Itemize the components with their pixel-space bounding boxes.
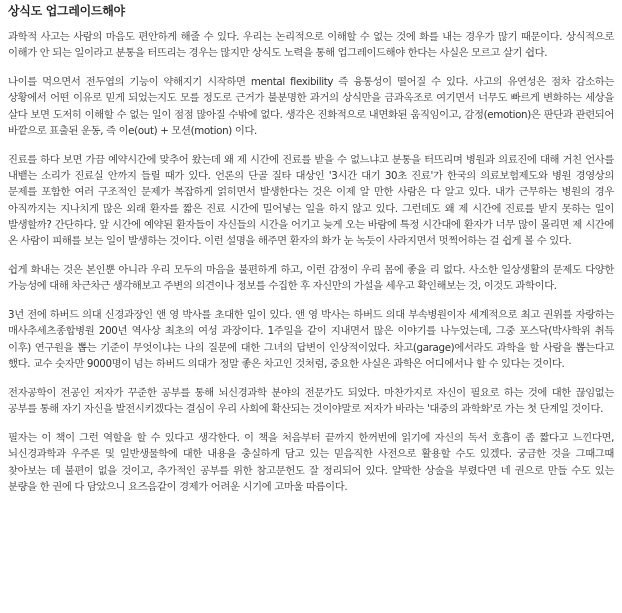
article-paragraph-4: 쉽게 화내는 것은 본인뿐 아니라 우리 모두의 마음을 불편하게 하고, 이런 감정이 우리 몸에 좋을 리 없다. 사소한 일상생활의 문제도 다양한 가능성에 대해 차근차근 생각해보고 주변의 의견이나 정보를 수집한 후 자신만의 가설을 세우고 확인해보는 것, 이것도 과학이다. [8, 264, 614, 293]
article-paragraph-2: 나이를 먹으면서 전두엽의 기능이 약해지기 시작하면 mental flexibility 즉 융통성이 떨어질 수 있다. 사고의 유연성은 점차 감소하는 상황에서 어떤 이유로 믿게 되었는지도 모를 정도로 근거가 불분명한 과거의 상식만을 금과옥조로 여기면서 너무도 빠르게 변화하는 세상을 살다 보면 도저히 이해할 수 없는 일이 점점 많아질 수밖에 없다. 생각은 진화적으로 내면화된 움직임이고, 감정(emotion)은 판단과 관련되어 바깥으로 표출된 운동, 즉 이e(out) + 모션(motion) 이다. [8, 76, 614, 137]
article-paragraph-6: 전자공학이 전공인 저자가 꾸준한 공부를 통해 뇌신경과학 분야의 전문가도 되었다. 마찬가지로 자신이 필요로 하는 것에 대한 끊임없는 공부를 통해 자기 자신을 발전시키겠다는 결심이 우리 사회에 확산되는 것이야말로 저자가 바라는 '대중의 과학화'로 가는 첫 단계일 것이다. [8, 386, 614, 416]
article-paragraph-5: 3년 전에 하버드 의대 신경과장인 앤 영 박사를 초대한 일이 있다. 앤 영 박사는 하버드 의대 부속병원이자 세계적으로 최고 권위를 자랑하는 매사추세츠종합병원 200년 역사상 최초의 여성 과장이다. 1주일을 같이 지내면서 많은 이야기를 나누었는데, 그중 포스닥(박사학위 취득 이후) 연구원을 뽑는 기준이 무엇이냐는 나의 질문에 대한 그녀의 답변이 인상적이었다. 차고(garage)에서라도 과학을 할 사람을 뽑는다고 했다. 교수 숫자만 9000명이 넘는 하버드 의대가 정말 좋은 차고인 것처럼, 중요한 사실은 과학은 어디에서나 할 수 있다는 것이다. [8, 309, 614, 371]
article-paragraph-3: 진료를 하다 보면 가끔 예약시간에 맞추어 왔는데 왜 제 시간에 진료를 받을 수 없느냐고 분통을 터뜨리며 병원과 의료진에 대해 거친 언사를 내뱉는 소리가 진료실 안까지 들릴 때가 있다. 언론의 단골 질타 대상인 '3시간 대기 30초 진료'가 한국의 의료보험제도와 병원 경영상의 문제를 포함한 여러 구조적인 문제가 복잡하게 얽히면서 발생한다는 것은 이제 알 만한 사람은 다 알고 있다. 내가 근무하는 병원의 경우 아직까지는 지나치게 많은 외래 환자를 짧은 진료 시간에 밀어넣는 일을 하지 않고 있다. 그런데도 왜 제 시간에 진료를 받지 못하는 일이 발생할까? 간단하다. 앞 시간에 예약된 환자들이 자신들의 시간을 어기고 늦게 오는 바람에 특정 시간대에 환자가 너무 많이 몰리면 제 시간에 온 사람이 피해를 보는 일이 발생하는 것이다. 이런 설명을 해주면 환자의 화가 눈 녹듯이 사라지면서 멋쩍어하는 걸 쉽게 볼 수 있다. [8, 153, 614, 248]
article-paragraph-1: 과학적 사고는 사람의 마음도 편안하게 해줄 수 있다. 우리는 논리적으로 이해할 수 없는 것에 화를 내는 경우가 많기 때문이다. 상식적으로 이해가 안 되는 일이라고 분통을 터뜨리는 경우는 많지만 상식도 노력을 통해 업그레이드해야 한다는 사실은 모르고 살기 쉽다. [8, 31, 614, 60]
article-title: 상식도 업그레이드해야 [8, 4, 125, 18]
article-paragraph-7: 필자는 이 책이 그런 역할을 할 수 있다고 생각한다. 이 책을 처음부터 끝까지 한꺼번에 읽기에 자신의 독서 호흡이 좀 짧다고 느낀다면, 뇌신경과학과 우주론 및 일반생물학에 대한 내용을 충실하게 담고 있는 믿음직한 사전으로 활용할 수도 있겠다. 궁금한 것을 그때그때 찾아보는 데 불편이 없을 것이고, 추가적인 공부를 위한 참고문헌도 잘 정리되어 있다. 얄팍한 상술을 부렸다면 네 권으로 만들 수도 있는 분량을 한 권에 다 담았으니 요즈음같이 경제가 어려운 시기에 고마울 따름이다. [8, 431, 614, 493]
